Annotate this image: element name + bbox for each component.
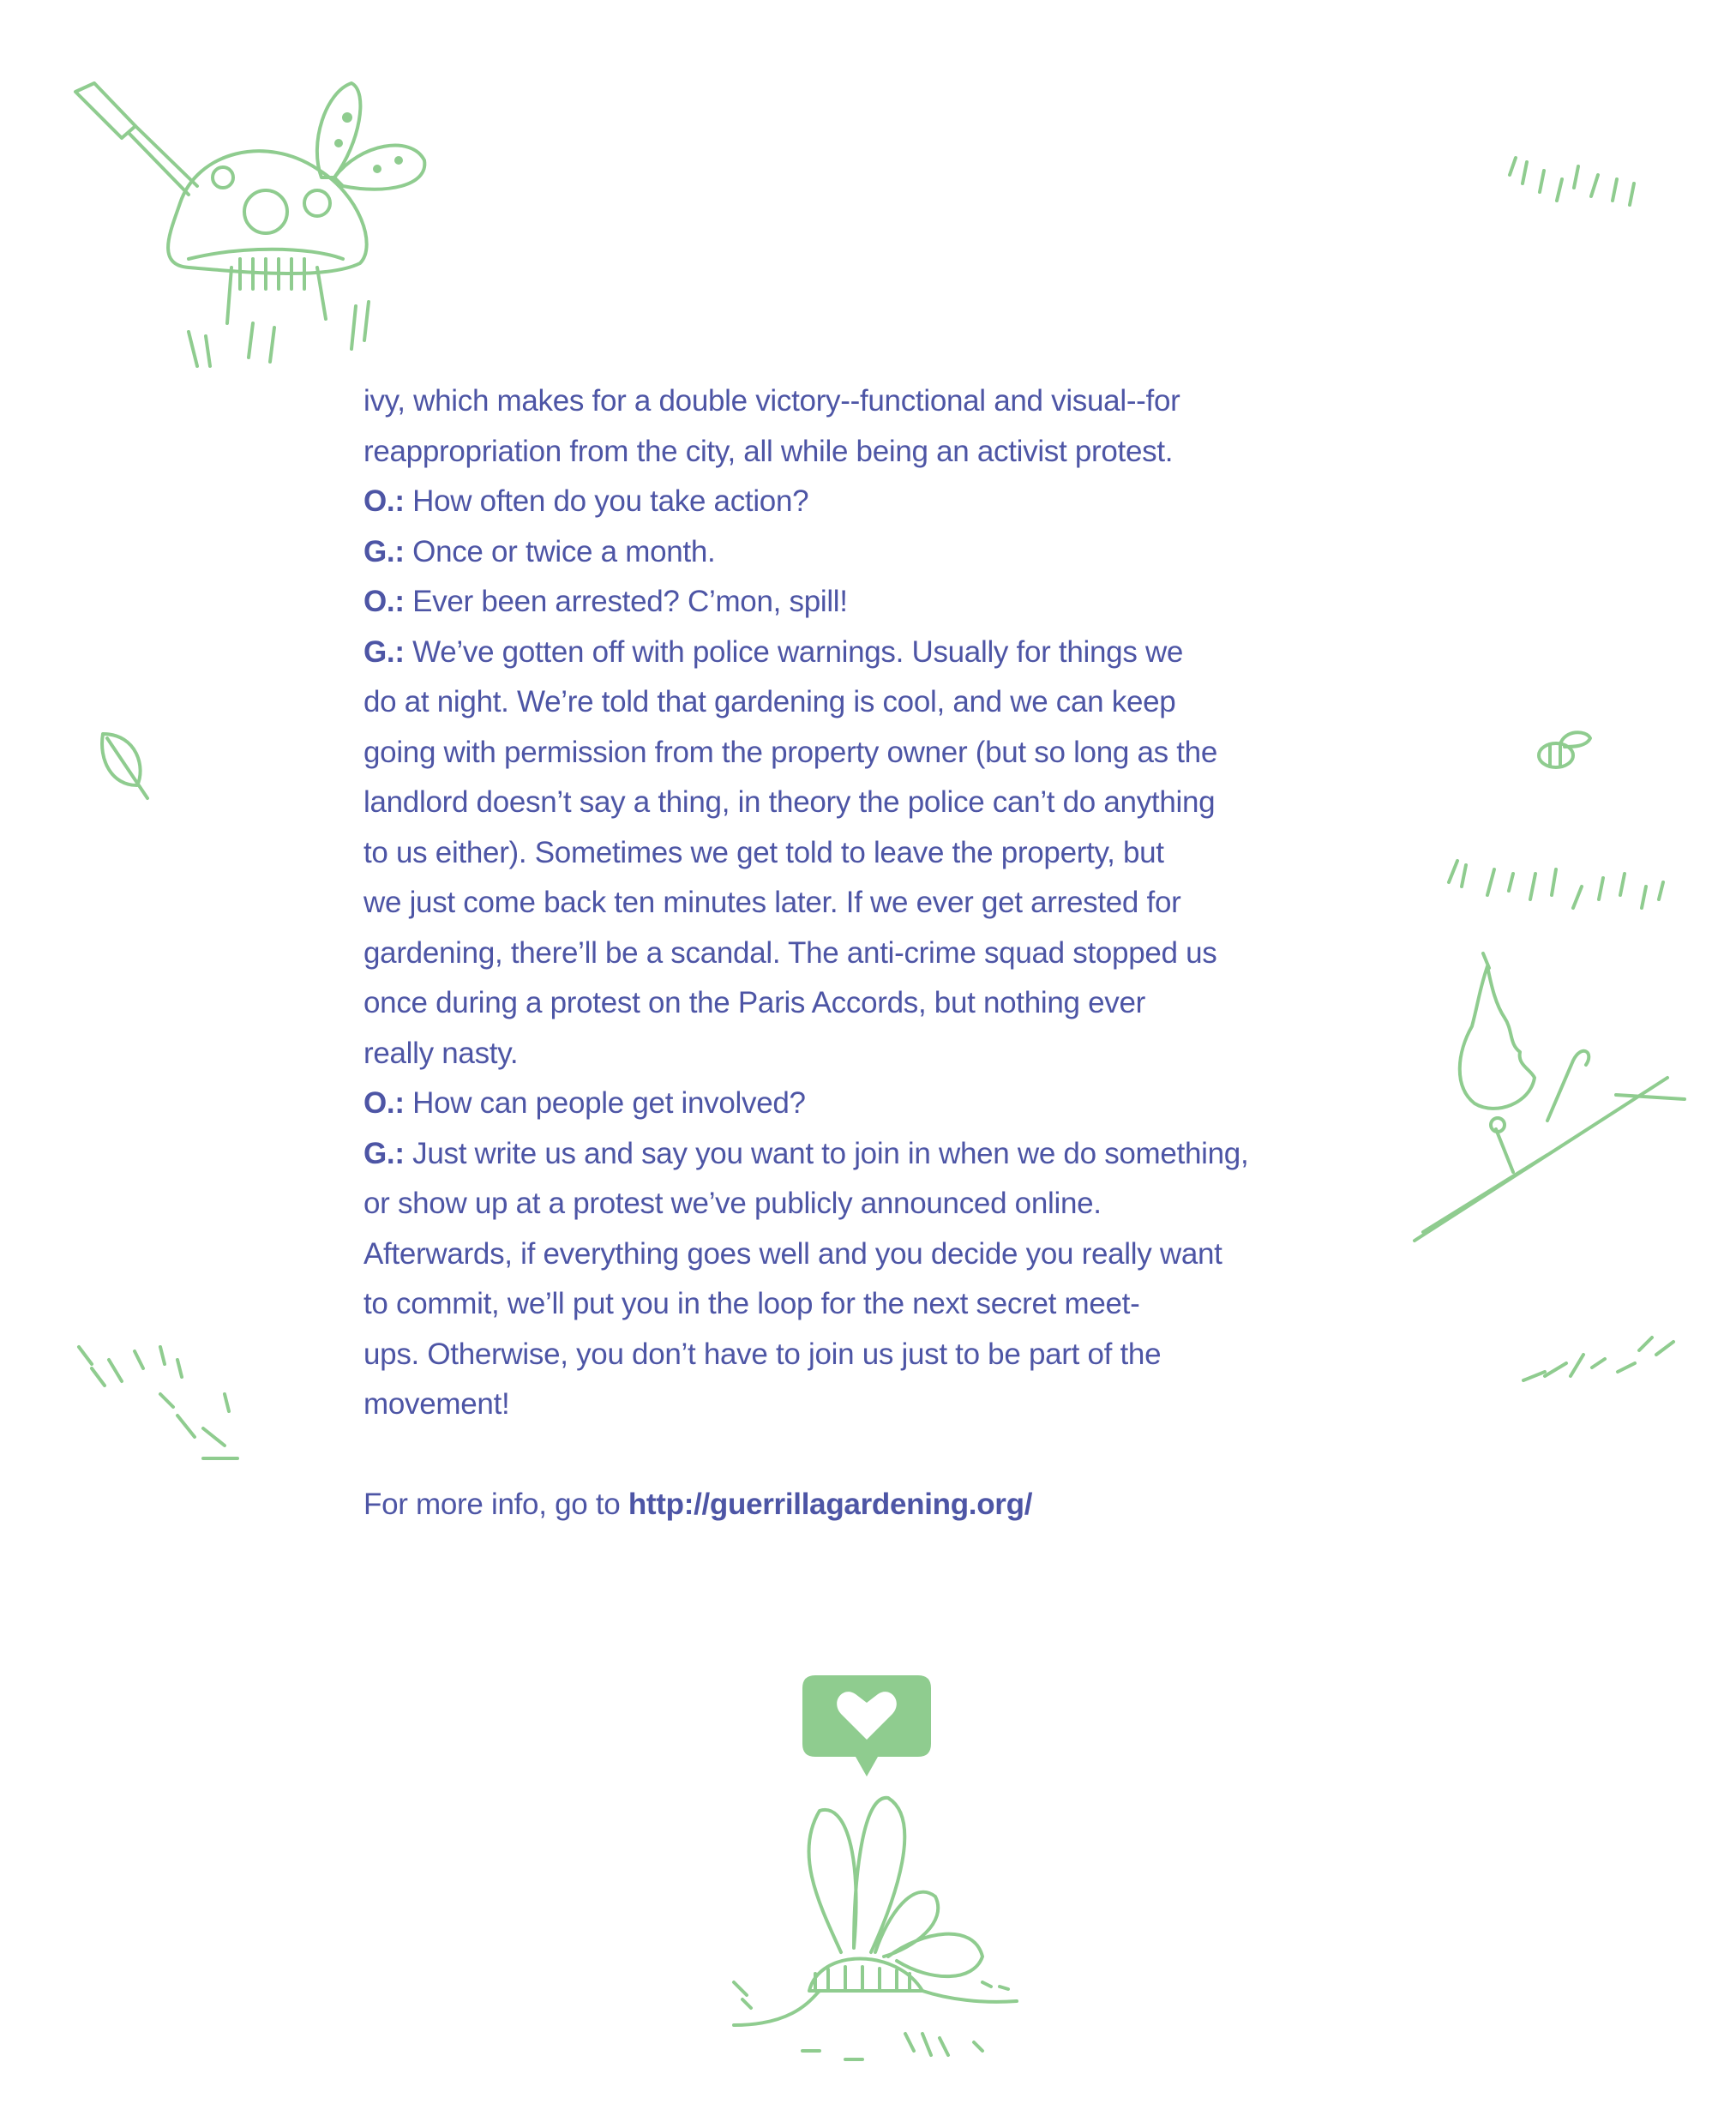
text-line [363,728,1248,778]
line-text: really nasty. [363,1036,519,1070]
text-line [363,1330,1248,1380]
text-line [363,828,1248,879]
line-text: ups. Otherwise, you don’t have to join us just to be part of the [363,1337,1162,1371]
line-text: to commit, we’ll put you in the loop for the next secret meet- [363,1287,1140,1320]
heart-speech-bubble-icon [802,1675,931,1781]
text-line [363,1029,1248,1079]
line-text: we just come back ten minutes later. If we ever get arrested for [363,886,1181,919]
line-text: We’ve gotten off with police warnings. Usually for things we [404,634,1184,669]
line-text: going with permission from the property owner (but so long as the [363,735,1218,769]
mushroom-knife-butterfly-illustration [69,75,437,379]
grass-tufts-decoration [75,1343,246,1463]
website-link[interactable]: http://guerrillagardening.org/ [628,1488,1033,1521]
pear-branch-illustration [1410,949,1693,1253]
text-line [363,929,1248,979]
text-line [363,1229,1248,1280]
speaker-label: O.: [363,1086,405,1120]
text-line [363,1279,1248,1330]
line-text: Once or twice a month. [404,534,716,568]
grass-tufts-decoration [1445,848,1672,917]
text-line [363,677,1248,728]
text-line [363,978,1248,1029]
text-line [363,878,1248,929]
line-text: once during a protest on the Paris Accords, but nothing ever [363,986,1146,1019]
speaker-label: O.: [363,585,405,618]
more-info-line [363,1480,1248,1530]
line-text: Ever been arrested? C’mon, spill! [404,585,848,618]
paragraph-gap [363,1430,1248,1481]
text-line [363,1380,1248,1430]
line-text: movement! [363,1387,510,1421]
line-text: How often do you take action? [404,484,809,518]
article-body [363,376,1248,1530]
line-text: do at night. We’re told that gardening is cool, and we can keep [363,685,1176,718]
grass-tufts-decoration [1505,149,1643,222]
grass-tufts-decoration [1519,1329,1678,1389]
text-line [363,376,1248,427]
line-text: ivy, which makes for a double victory--functional and visual--for [363,384,1180,418]
text-line [363,477,1248,527]
text-line [363,628,1248,678]
line-text: reappropriation from the city, all while being an activist protest. [363,434,1174,468]
text-line [363,1079,1248,1129]
beet-illustration [725,1776,1034,2072]
text-line [363,427,1248,478]
line-text: or show up at a protest we’ve publicly announced online. [363,1187,1102,1220]
text-line [363,527,1248,578]
more-info-label: For more info, go to [363,1488,628,1521]
speaker-label: O.: [363,484,405,518]
line-text: Just write us and say you want to join in when we do something, [404,1136,1249,1170]
line-text: gardening, there’ll be a scandal. The anti-crime squad stopped us [363,935,1217,970]
text-line [363,577,1248,628]
text-line [363,778,1248,828]
line-text: landlord doesn’t say a thing, in theory the police can’t do anything [363,785,1216,819]
bee-icon [1526,725,1595,781]
speaker-label: G.: [363,1136,405,1170]
speaker-label: G.: [363,534,405,568]
text-line [363,1129,1248,1180]
text-line [363,1179,1248,1229]
line-text: Afterwards, if everything goes well and you decide you really want [363,1236,1222,1271]
line-text: How can people get involved? [404,1086,806,1120]
leaf-icon [94,725,154,807]
line-text: to us either). Sometimes we get told to leave the property, but [363,835,1164,869]
speaker-label: G.: [363,634,405,669]
